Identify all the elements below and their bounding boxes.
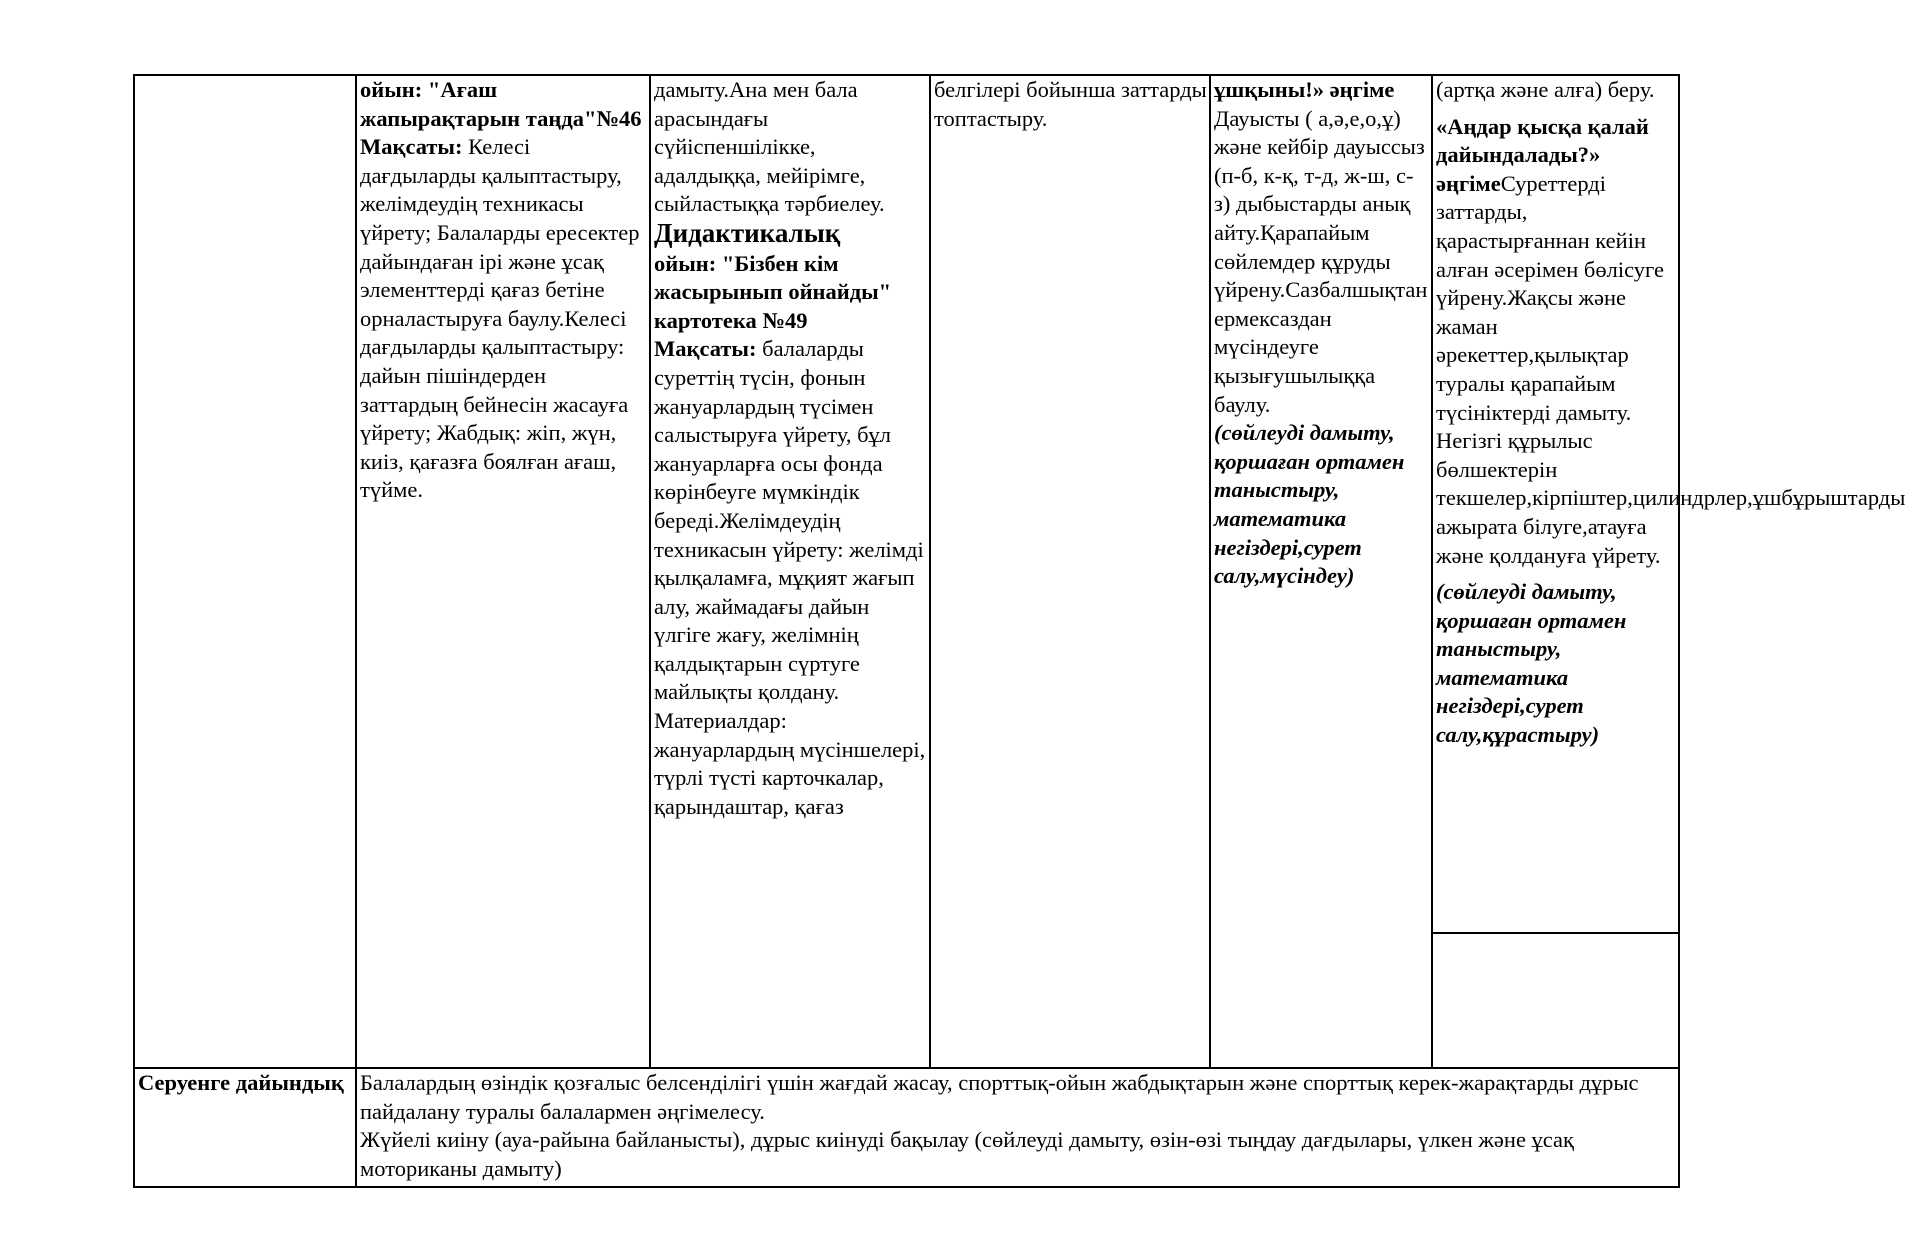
schedule-table xyxy=(133,74,1905,1188)
goal-text: Келесі дағдыларды қалыптастыру, желімдеудің техникасы үйрету; Балаларды ересектер дайындаған ірі және ұсақ элементтерді қағаз бетіне орналастыруға баулу.Келесі дағдыларды қалыптастыру: дайын пішіндерден заттардың бейнесін жасауға үйрету; Жабдық: жіп, жүн, киіз, қағазға боялған ағаш, түйме. xyxy=(360,134,640,503)
goal-label: Мақсаты: xyxy=(360,134,463,160)
activity-cell-4 xyxy=(930,75,1210,1068)
row-label-cell xyxy=(134,75,356,1068)
game-title: ойын: "Бізбен кім жасырынып ойнайды" картотека №49 xyxy=(654,250,892,333)
story-title: ұшқыны!» әңгіме xyxy=(1214,77,1395,102)
grouping-text: белгілері бойынша заттарды топтастыру. xyxy=(934,77,1207,131)
goal-text: балаларды суреттің түсін, фонын жануарлардың түсімен салыстыруға үйрету, бұл жануарларға осы фонда көрінбеуге мүмкіндік береді.Желімдеудің техникасын үйрету: желімді қылқаламға, мұқият жағып алу, жаймадағы дайын үлгіге жағу, желімнің қалдықтарын сүртуге майлықты қолдану. Материалдар: жануарлардың мүсіншелері, түрлі түсті карточкалар, қарындаштар, қағаз xyxy=(654,336,926,819)
didactic-heading: Дидактикалық xyxy=(654,217,841,248)
intro-text: (артқа және алға) беру. xyxy=(1436,77,1655,102)
goal-label: Мақсаты: xyxy=(654,336,757,362)
walk-prep-row xyxy=(134,1068,1679,1187)
walk-prep-label: Серуенге дайындық xyxy=(134,1068,356,1187)
empty-subcell xyxy=(1433,932,1678,934)
walk-prep-content xyxy=(356,1068,1679,1187)
story-text: Суреттерді заттарды, қарастырғаннан кейін алған әсерімен бөлісуге үйрену.Жақсы және жаман әрекеттер,қылықтар туралы қарапайым түсініктерді дамыту. Негізгі құрылыс бөлшектерін текшелер,кірпіштер,цилиндрлер,ұшбұрыштарды ажырата білуге,атауға және қолдануға үйрету. xyxy=(1436,170,1905,568)
story-text: Дауысты ( а,ә,е,о,ұ) және кейбір дауыссыз (п-б, к-қ, т-д, ж-ш, с-з) дыбыстарды анық айту.Қарапайым сөйлемдер құруды үйрену.Сазбалшықтан ермексаздан мүсіндеуге қызығушылыққа баулу. xyxy=(1214,105,1428,417)
walk-prep-line-1: Балалардың өзіндік қозғалыс белсенділігі үшін жағдай жасау, спорттық-ойын жабдықтарын және спорттық керек-жарақтарды дұрыс пайдалану туралы балалармен әңгімелесу. xyxy=(360,1070,1639,1124)
learning-areas: (сөйлеуді дамыту, қоршаған ортамен таныстыру, математика негіздері,сурет салу,мүсіндеу) xyxy=(1214,420,1405,589)
activity-cell-6 xyxy=(1432,75,1905,1068)
story-title: «Аңдар қысқа қалай дайындалады?» әңгіме xyxy=(1436,113,1649,196)
learning-areas: (сөйлеуді дамыту, қоршаған ортамен таныстыру, математика негіздері,сурет салу,құрастыру) xyxy=(1436,579,1627,748)
intro-text: дамыту.Ана мен бала арасындағы сүйіспеншілікке, адалдыққа, мейірімге, сыйластыққа тәрбиелеу. xyxy=(654,77,885,217)
activity-cell-3 xyxy=(650,75,930,1068)
activity-cell-5 xyxy=(1210,75,1432,1068)
walk-prep-line-2: Жүйелі киіну (ауа-райына байланысты), дұрыс киінуді бақылау (сөйлеуді дамыту, өзін-өзі тыңдау дағдылары, үлкен және ұсақ моториканы дамыту) xyxy=(360,1127,1574,1181)
activities-row xyxy=(134,75,1679,1068)
game-title: ойын: "Ағаш жапырақтарын таңда"№46 xyxy=(360,77,642,131)
activity-cell-2 xyxy=(356,75,650,1068)
